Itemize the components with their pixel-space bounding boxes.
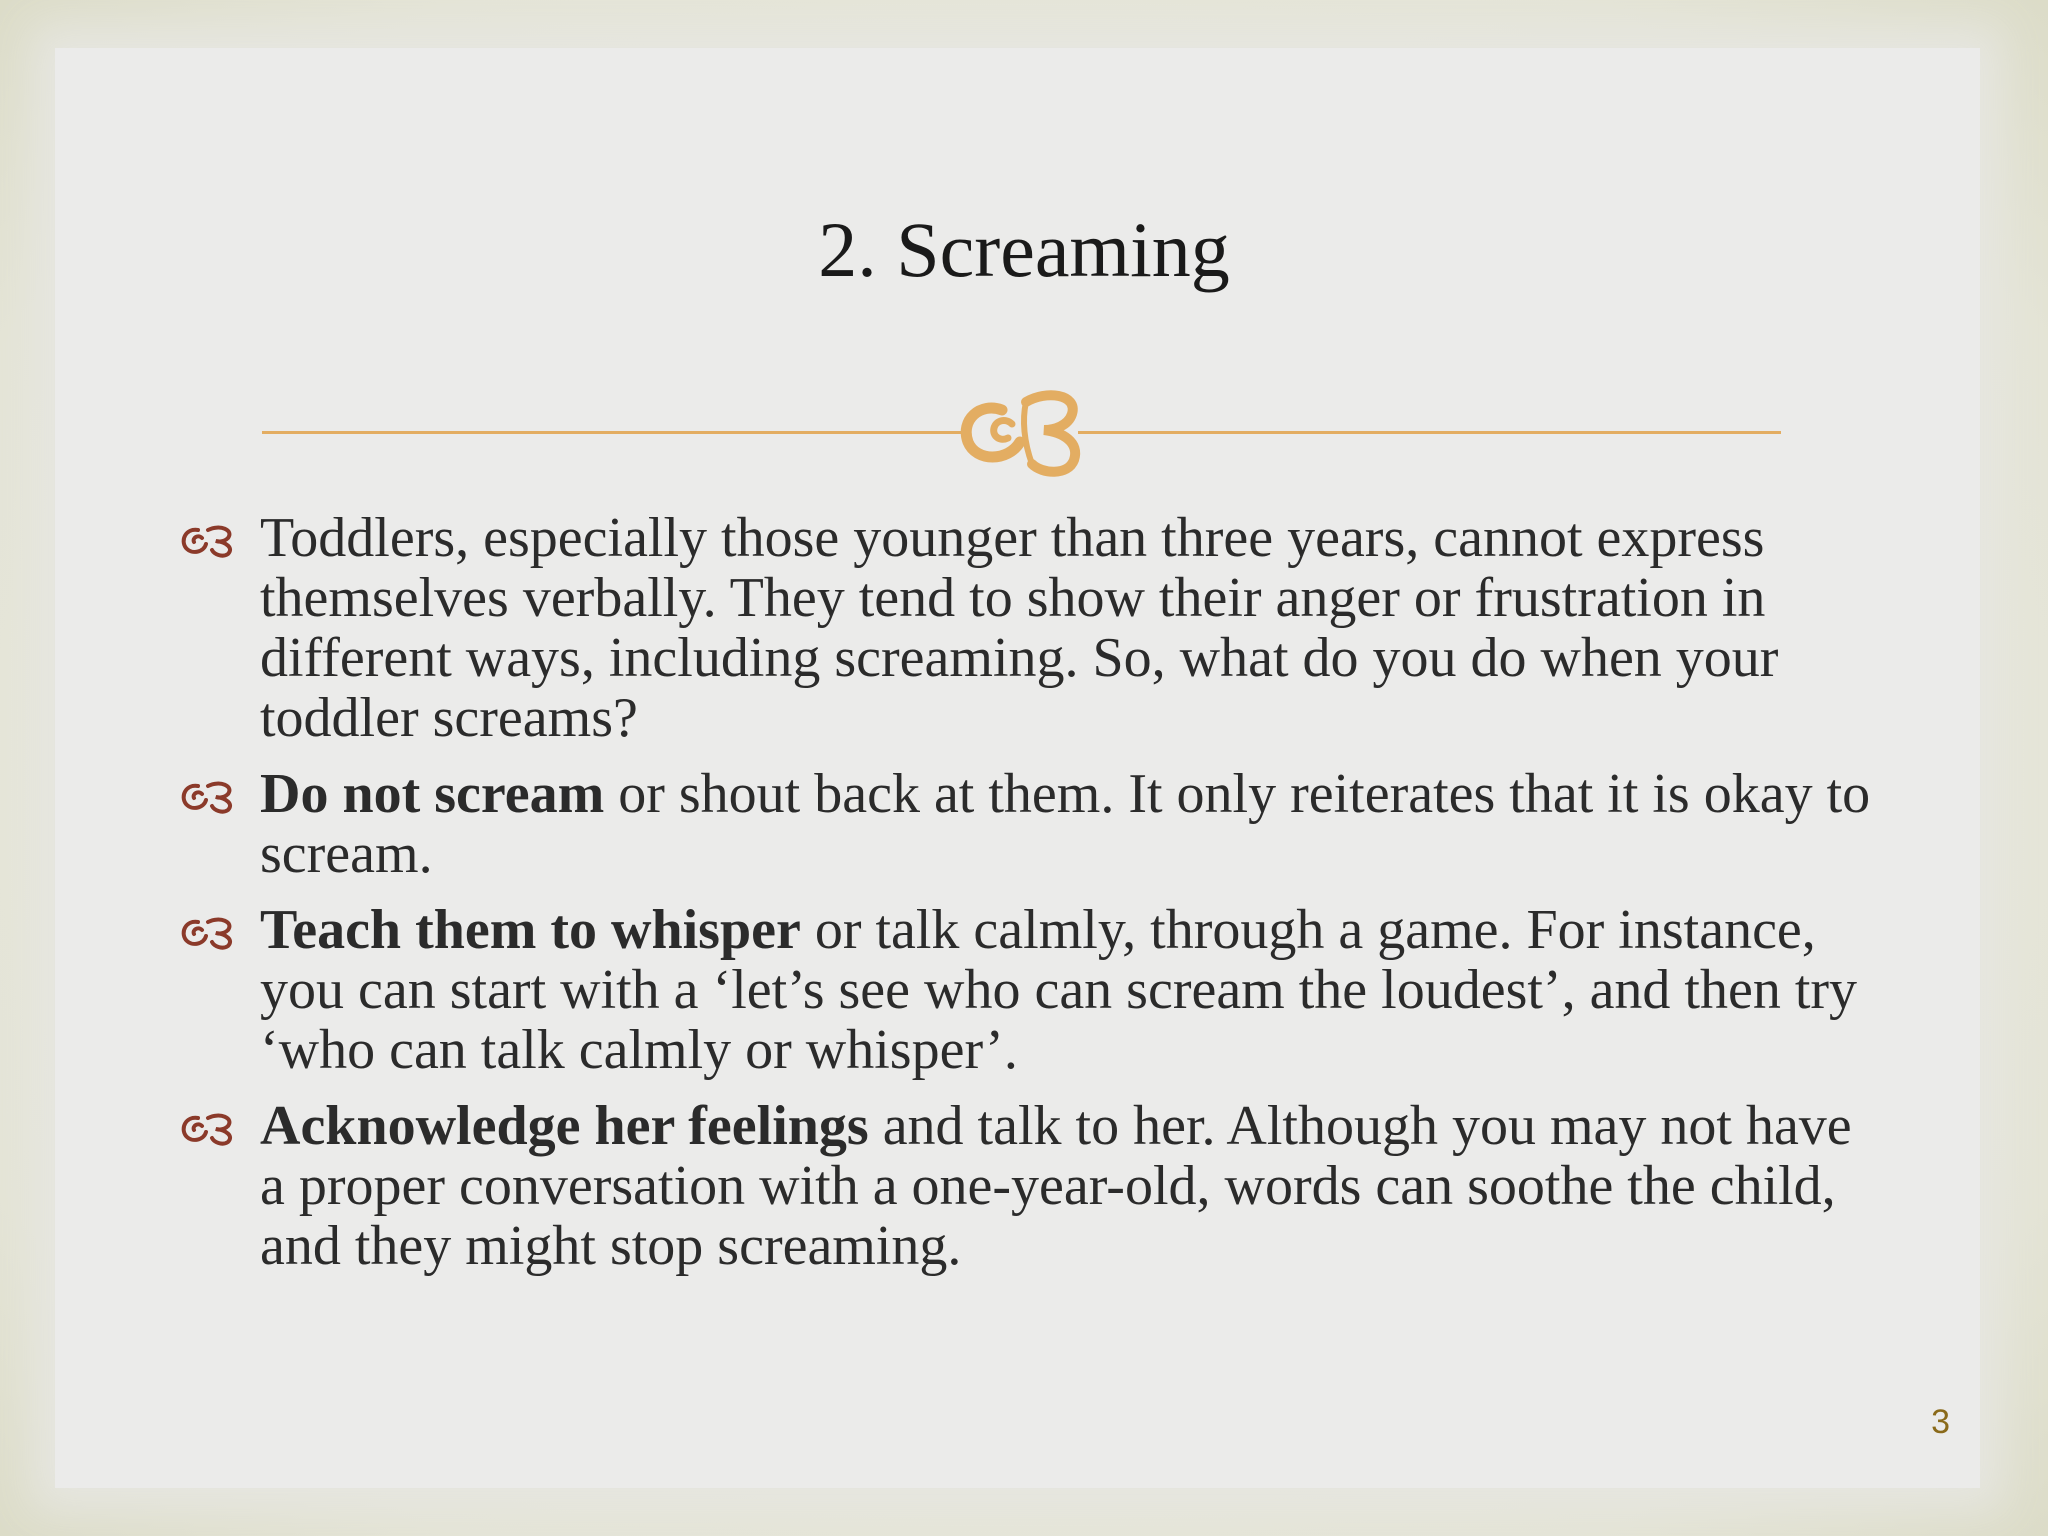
bullet-bold-text: Do not scream (260, 763, 605, 825)
swirl-ornament-icon (950, 380, 1100, 480)
swirl-bullet-icon (178, 778, 238, 814)
bullet-list (170, 508, 1890, 1292)
bullet-bold-text: Teach them to whisper (260, 899, 801, 961)
bullet-text: Toddlers, especially those younger than three years, cannot express themselves verbally. They tend to show their anger or frustration in different ways, including screaming. So, what do you do when your toddler screams? (260, 507, 1779, 749)
divider-line-right (1078, 431, 1781, 434)
slide-title: 2. Screaming (818, 206, 1230, 293)
bullet-bold-text: Acknowledge her feelings (260, 1095, 869, 1157)
swirl-bullet-icon (178, 914, 238, 950)
bullet-text: or shout back at them. It only reiterates that it is okay to scream. (260, 763, 1871, 885)
swirl-bullet-icon (178, 522, 238, 558)
bullet-item (170, 1096, 1890, 1276)
bullet-item (170, 900, 1890, 1080)
bullet-item (170, 508, 1890, 748)
bullet-text: or talk calmly, through a game. For instance, you can start with a ‘let’s see who can scream the loudest’, and then try ‘who can talk calmly or whisper’. (260, 899, 1858, 1081)
bullet-text: and talk to her. Although you may not have a proper conversation with a one-year-old, words can soothe the child, and they might stop screaming. (260, 1095, 1852, 1277)
swirl-bullet-icon (178, 1110, 238, 1146)
page-number: 3 (1931, 1403, 1950, 1441)
bullet-item (170, 764, 1890, 884)
divider-line-left (262, 431, 962, 434)
